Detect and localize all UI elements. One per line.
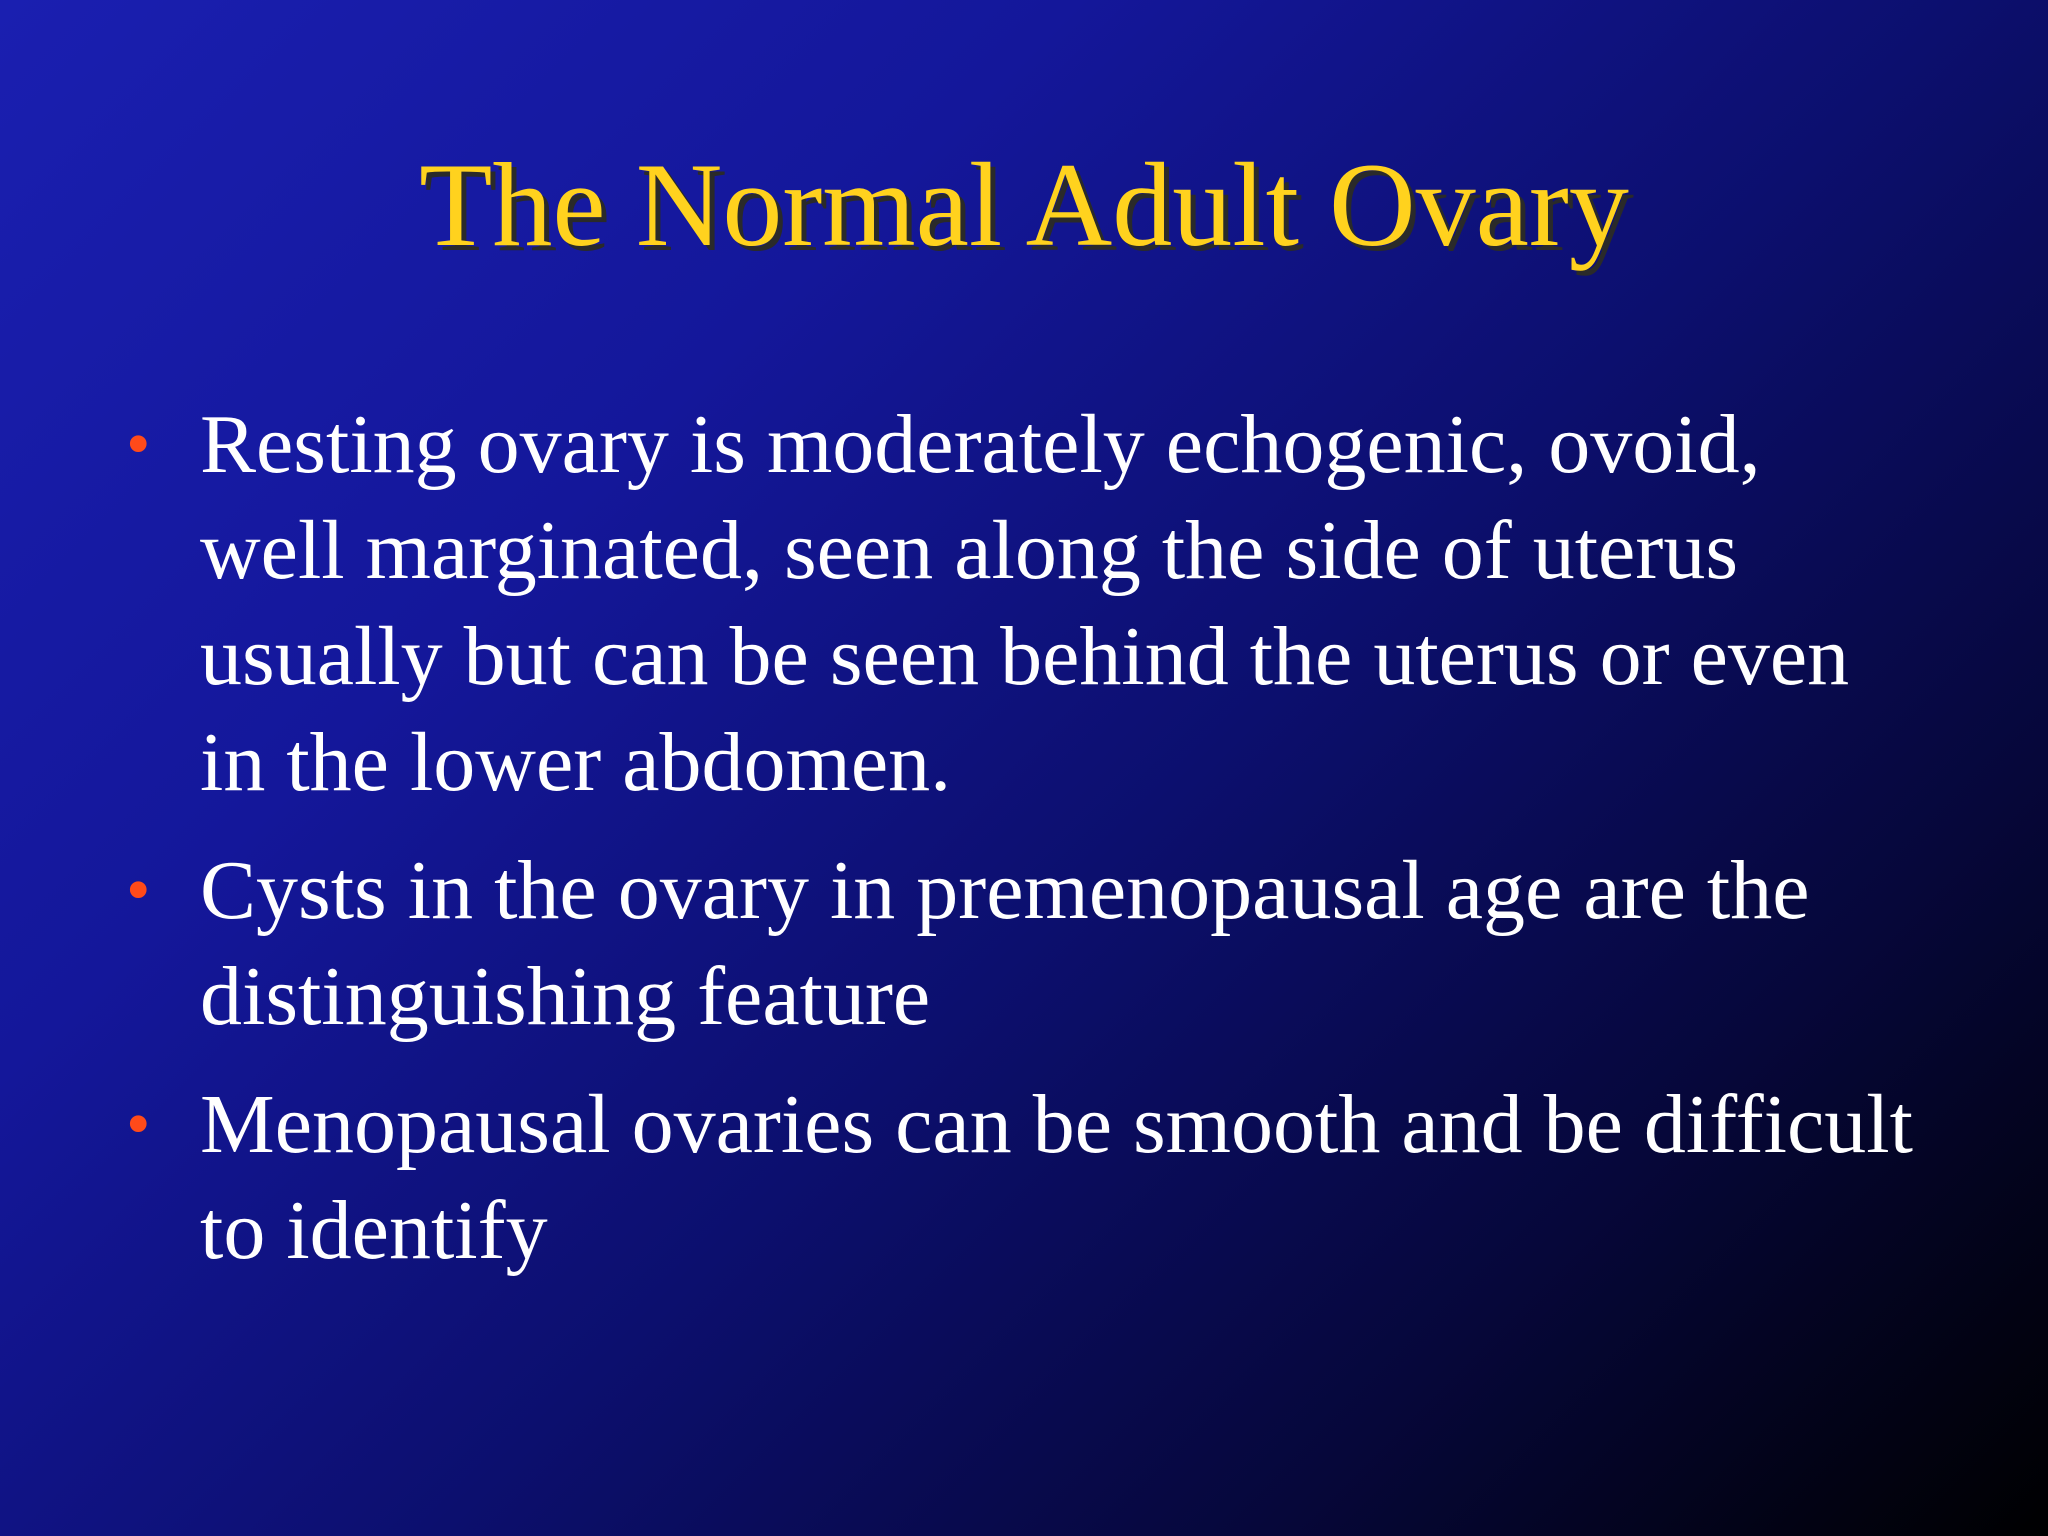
bullet-item: [0, 392, 1920, 816]
bullet-item: [0, 838, 1920, 1050]
bullet-dot-icon: •: [126, 406, 151, 483]
bullet-dot-icon: •: [126, 852, 151, 929]
bullet-item: [0, 1072, 1920, 1284]
slide-title: The Normal Adult Ovary: [419, 138, 1629, 271]
bullet-text: Cysts in the ovary in premenopausal age are the distinguishing feature: [200, 844, 1810, 1043]
bullet-text: Resting ovary is moderately echogenic, ovoid, well marginated, seen along the side of uterus usually but can be seen behind the uterus or even in the lower abdomen.: [200, 398, 1850, 809]
bullet-dot-icon: •: [126, 1086, 151, 1163]
bullet-list: [0, 392, 2048, 1306]
bullet-text: Menopausal ovaries can be smooth and be difficult to identify: [200, 1078, 1913, 1277]
